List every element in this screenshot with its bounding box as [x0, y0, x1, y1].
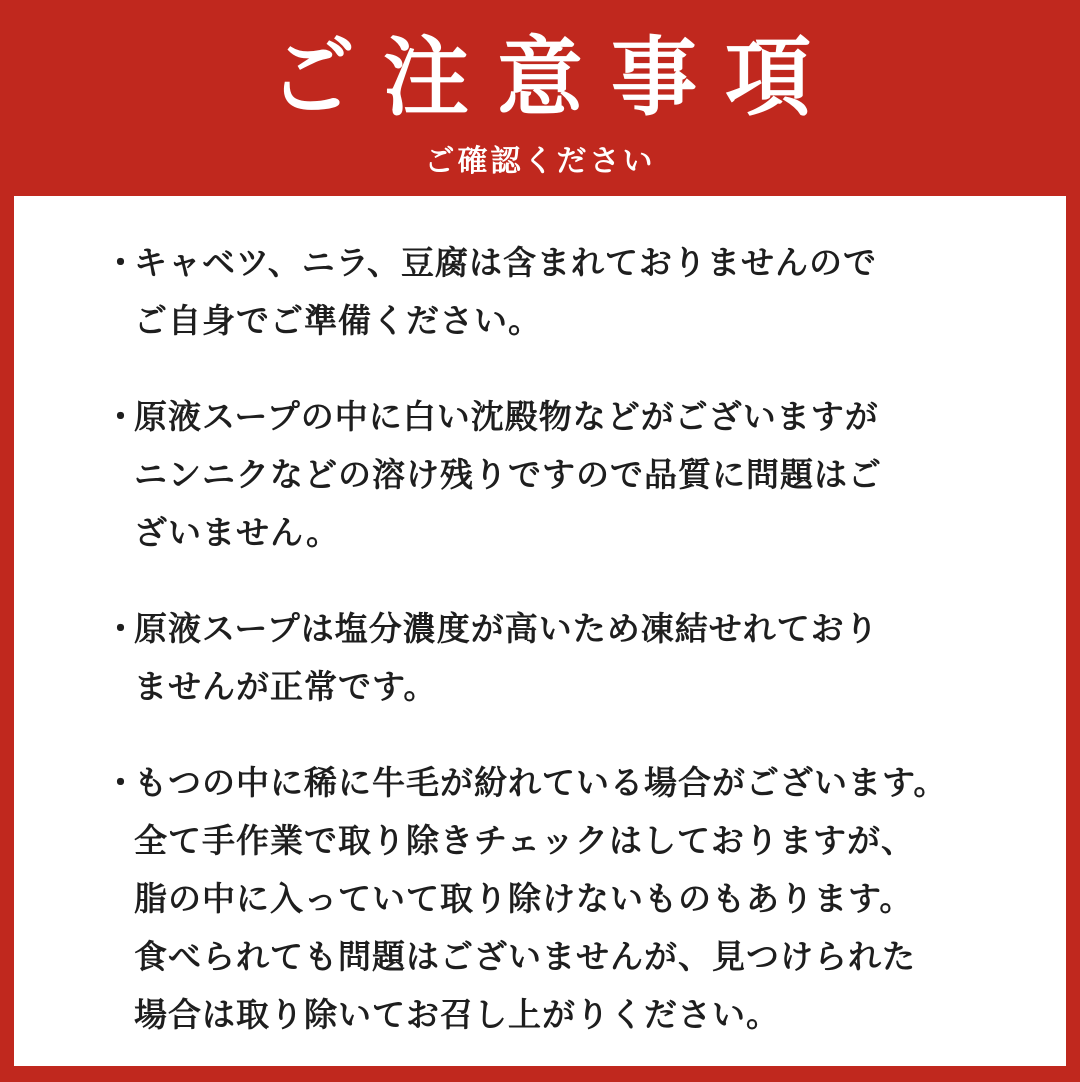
notice-line: 脂の中に入っていて取り除けないものもあります。 — [134, 879, 914, 918]
notice-line: 全て手作業で取り除きチェックはしておりますが、 — [134, 821, 916, 860]
notice-line: 原液スープは塩分濃度が高いため凍結せれており — [134, 609, 879, 648]
notice-line: 原液スープの中に白い沈殿物などがございますが — [134, 397, 879, 436]
notice-item — [104, 754, 1044, 1044]
notice-line: ご自身でご準備ください。 — [134, 301, 542, 340]
notice-list — [104, 234, 1044, 1082]
bullet-mark: ・ — [104, 243, 138, 282]
notice-line: もつの中に稀に牛毛が紛れている場合がございます。 — [134, 763, 948, 802]
notice-line: 食べられても問題はございませんが、見つけられた — [134, 937, 916, 976]
notice-item — [104, 234, 1044, 350]
notice-line: 場合は取り除いてお召し上がりください。 — [134, 995, 780, 1034]
notice-line: ませんが正常です。 — [134, 667, 438, 706]
header-banner — [0, 0, 1080, 196]
notice-line: ニンニクなどの溶け残りですので品質に問題はご — [134, 455, 882, 494]
bullet-mark: ・ — [104, 397, 138, 436]
bullet-mark: ・ — [104, 609, 138, 648]
page-title: ご注意事項 — [269, 28, 839, 128]
notice-line: キャベツ、ニラ、豆腐は含まれておりませんので — [134, 243, 878, 282]
notice-panel — [14, 196, 1066, 1066]
notice-item — [104, 600, 1044, 716]
notice-item — [104, 388, 1044, 562]
bullet-mark: ・ — [104, 763, 138, 802]
page-subtitle: ご確認ください — [424, 144, 656, 179]
notice-line: ざいません。 — [134, 513, 340, 552]
